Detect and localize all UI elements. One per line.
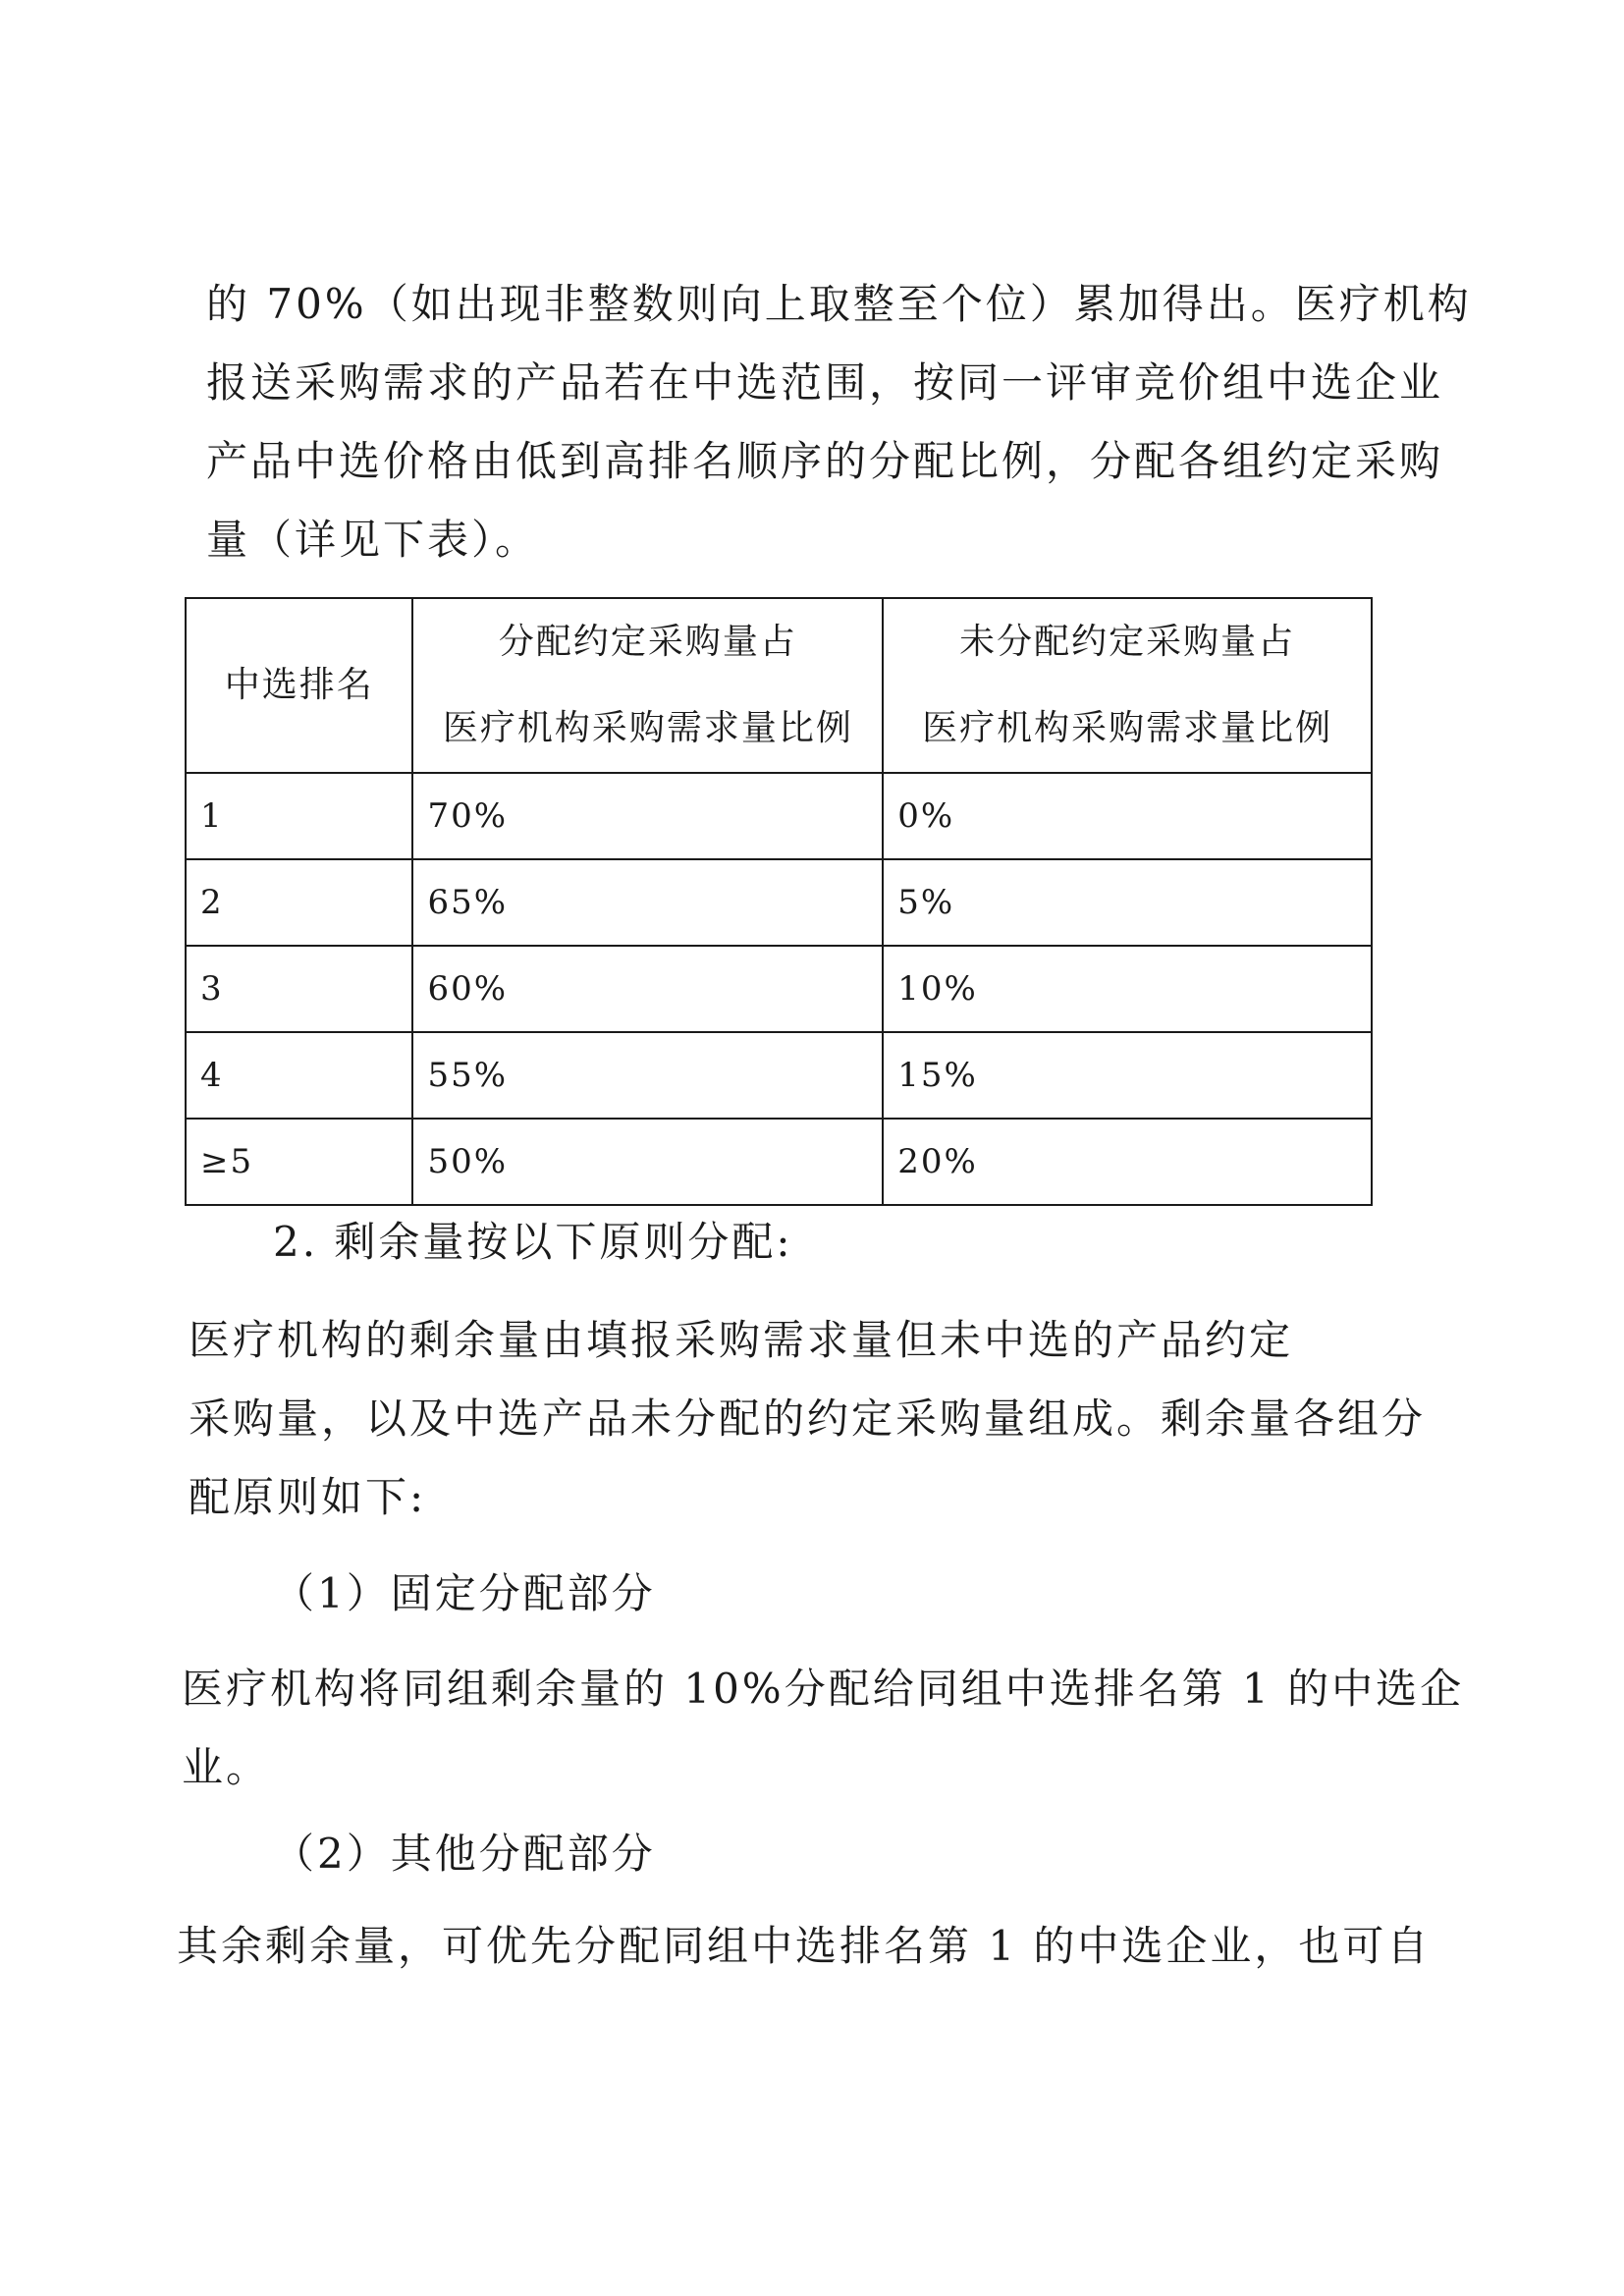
header-unallocated xyxy=(883,598,1372,773)
other-allocation-heading: （2）其他分配部分 xyxy=(273,1830,656,1878)
fixed-allocation-heading: （1）固定分配部分 xyxy=(273,1569,656,1617)
cell-rank: 3 xyxy=(186,946,412,1032)
header-rank: 中选排名 xyxy=(186,598,412,773)
table-header-row xyxy=(186,598,1372,773)
cell-allocated: 70% xyxy=(412,773,883,859)
other-line: 其余剩余量，可优先分配同组中选排名第 1 的中选企业，也可自 xyxy=(177,1922,1432,1970)
intro-line: 报送采购需求的产品若在中选范围，按同一评审竞价组中选企业 xyxy=(206,358,1444,407)
remain-line: 采购量，以及中选产品未分配的约定采购量组成。剩余量各组分 xyxy=(189,1394,1427,1443)
remain-line: 医疗机构的剩余量由填报采购需求量但未中选的产品约定 xyxy=(189,1316,1294,1364)
section-2-heading: 2. 剩余量按以下原则分配: xyxy=(273,1218,793,1266)
cell-unallocated: 10% xyxy=(883,946,1372,1032)
cell-allocated: 60% xyxy=(412,946,883,1032)
cell-unallocated: 15% xyxy=(883,1032,1372,1119)
table-row xyxy=(186,773,1372,859)
cell-rank: ≥5 xyxy=(186,1119,412,1205)
cell-allocated: 55% xyxy=(412,1032,883,1119)
header-unallocated-line: 医疗机构采购需求量比例 xyxy=(922,708,1333,748)
intro-paragraph xyxy=(206,265,1472,579)
cell-unallocated: 5% xyxy=(883,859,1372,946)
fixed-line: 医疗机构将同组剩余量的 10%分配给同组中选排名第 1 的中选企 xyxy=(182,1665,1465,1713)
intro-line: 产品中选价格由低到高排名顺序的分配比例，分配各组约定采购 xyxy=(206,437,1444,485)
cell-rank: 4 xyxy=(186,1032,412,1119)
table-row xyxy=(186,1032,1372,1119)
table-row xyxy=(186,859,1372,946)
cell-rank: 2 xyxy=(186,859,412,946)
fixed-allocation-paragraph xyxy=(182,1650,1465,1807)
cell-unallocated: 20% xyxy=(883,1119,1372,1205)
other-allocation-paragraph xyxy=(177,1907,1432,1986)
table-row xyxy=(186,1119,1372,1205)
cell-allocated: 65% xyxy=(412,859,883,946)
header-unallocated-line: 未分配约定采购量占 xyxy=(959,622,1296,662)
intro-line: 的 70%（如出现非整数则向上取整至个位）累加得出。医疗机构 xyxy=(206,280,1472,328)
remain-paragraph xyxy=(189,1301,1427,1537)
header-allocated-line: 分配约定采购量占 xyxy=(498,622,797,662)
fixed-line: 业。 xyxy=(182,1743,271,1791)
allocation-table xyxy=(185,597,1373,1206)
intro-line: 量（详见下表）。 xyxy=(206,516,540,564)
cell-rank: 1 xyxy=(186,773,412,859)
header-allocated-line: 医疗机构采购需求量比例 xyxy=(442,708,853,748)
cell-allocated: 50% xyxy=(412,1119,883,1205)
table-row xyxy=(186,946,1372,1032)
header-allocated xyxy=(412,598,883,773)
cell-unallocated: 0% xyxy=(883,773,1372,859)
remain-line: 配原则如下: xyxy=(189,1473,427,1521)
